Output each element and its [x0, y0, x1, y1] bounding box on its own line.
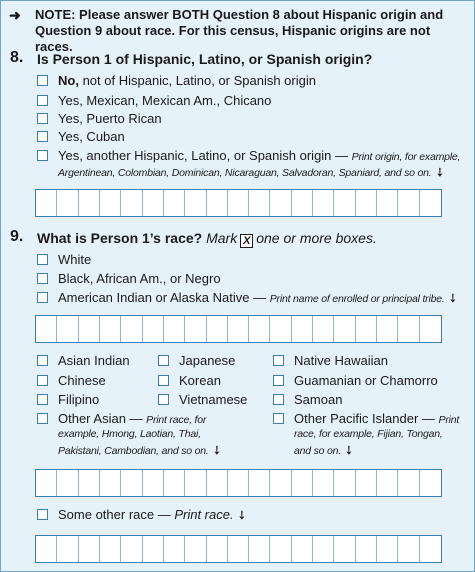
q9-option-label: Guamanian or Chamorro — [294, 373, 438, 388]
write-in-cell[interactable] — [292, 190, 313, 216]
write-in-cell[interactable] — [398, 316, 419, 342]
write-in-cell[interactable] — [313, 470, 334, 496]
write-in-cell[interactable] — [57, 316, 78, 342]
checkbox-icon[interactable] — [37, 75, 48, 86]
write-in-cell[interactable] — [398, 470, 419, 496]
q9-some-other-instr: Print race. — [174, 507, 234, 522]
q8-instruction-2: Argentinean, Colombian, Dominican, Nicaraguan, Salvadoran, Spaniard, and so on. — [58, 167, 432, 179]
q8-write-in-box[interactable] — [35, 189, 442, 217]
write-in-cell[interactable] — [143, 536, 164, 562]
write-in-cell[interactable] — [79, 316, 100, 342]
q9-other-asian-instr-3-wrap — [58, 441, 225, 459]
q9-other-pacific-print: Print — [438, 414, 460, 426]
write-in-cell[interactable] — [292, 470, 313, 496]
write-in-cell[interactable] — [249, 316, 270, 342]
q8-option-label: Yes, Puerto Rican — [58, 111, 162, 126]
q8-option-label: Yes, Mexican, Mexican Am., Chicano — [58, 93, 272, 108]
q9-option-label: Samoan — [294, 392, 343, 407]
write-in-cell[interactable] — [313, 316, 334, 342]
q8-option-label: Yes, Cuban — [58, 129, 125, 144]
q9-option-label: American Indian or Alaska Native — — [58, 290, 267, 305]
q8-instruction-1: Print origin, for example, — [351, 151, 461, 163]
write-in-cell[interactable] — [377, 536, 398, 562]
write-in-cell[interactable] — [164, 470, 185, 496]
checkbox-icon[interactable] — [273, 413, 284, 424]
write-in-cell[interactable] — [143, 470, 164, 496]
q9-option-label: Japanese — [179, 353, 236, 368]
pen-arrow-icon: ➘ — [444, 289, 462, 307]
write-in-cell[interactable] — [121, 316, 142, 342]
q8-option-label: not of Hispanic, Latino, or Spanish origin — [78, 73, 316, 88]
write-in-cell[interactable] — [420, 536, 441, 562]
write-in-cell[interactable] — [79, 190, 100, 216]
write-in-cell[interactable] — [79, 470, 100, 496]
write-in-cell[interactable] — [36, 190, 57, 216]
pen-arrow-icon: ➘ — [340, 441, 358, 459]
write-in-cell[interactable] — [249, 470, 270, 496]
q9-option-label: Black, African Am., or Negro — [58, 271, 221, 286]
checkbox-icon[interactable] — [37, 254, 48, 265]
write-in-cell[interactable] — [356, 470, 377, 496]
note-line-2: Question 9 about race. For this census, Hispanic origins are not races. — [35, 23, 431, 54]
checkbox-icon[interactable] — [273, 394, 284, 405]
write-in-cell[interactable] — [185, 316, 206, 342]
question-9-number: 9. — [10, 228, 24, 245]
write-in-cell[interactable] — [121, 190, 142, 216]
note-line-1: NOTE: Please answer BOTH Question 8 about Hispanic origin and — [35, 7, 444, 22]
pen-arrow-icon: ➘ — [233, 506, 251, 524]
write-in-cell[interactable] — [377, 190, 398, 216]
checkbox-icon[interactable] — [37, 131, 48, 142]
write-in-cell[interactable] — [270, 470, 291, 496]
write-in-cell[interactable] — [143, 190, 164, 216]
q8-option-label: Yes, another Hispanic, Latino, or Spanish origin — — [58, 148, 349, 163]
write-in-cell[interactable] — [334, 316, 355, 342]
checkbox-icon[interactable] — [158, 355, 169, 366]
write-in-cell[interactable] — [185, 536, 206, 562]
write-in-cell[interactable] — [100, 190, 121, 216]
write-in-cell[interactable] — [185, 190, 206, 216]
write-in-cell[interactable] — [420, 470, 441, 496]
write-in-cell[interactable] — [249, 536, 270, 562]
write-in-cell[interactable] — [313, 190, 334, 216]
write-in-cell[interactable] — [207, 316, 228, 342]
write-in-cell[interactable] — [57, 190, 78, 216]
write-in-cell[interactable] — [377, 316, 398, 342]
write-in-cell[interactable] — [207, 470, 228, 496]
write-in-cell[interactable] — [270, 316, 291, 342]
write-in-cell[interactable] — [36, 316, 57, 342]
write-in-cell[interactable] — [398, 536, 419, 562]
write-in-cell[interactable] — [420, 190, 441, 216]
write-in-cell[interactable] — [228, 536, 249, 562]
q9-tribe-instruction: Print name of enrolled or principal tribe. — [269, 293, 445, 305]
checkbox-icon[interactable] — [37, 150, 48, 161]
write-in-cell[interactable] — [164, 536, 185, 562]
q9-option-label: Chinese — [58, 373, 106, 388]
right-arrow-icon: ➜ — [9, 7, 21, 23]
write-in-cell[interactable] — [79, 536, 100, 562]
write-in-cell[interactable] — [334, 190, 355, 216]
q9-other-pacific-instr-2: and so on. — [294, 445, 342, 457]
write-in-cell[interactable] — [377, 470, 398, 496]
write-in-cell[interactable] — [270, 536, 291, 562]
write-in-cell[interactable] — [228, 190, 249, 216]
mark-x-icon: X — [240, 234, 253, 248]
pen-arrow-icon: ➘ — [431, 163, 448, 181]
question-8-number: 8. — [10, 49, 24, 66]
write-in-cell[interactable] — [270, 190, 291, 216]
pen-arrow-icon: ➘ — [208, 441, 225, 459]
q9-option-label: Native Hawaiian — [294, 353, 388, 368]
write-in-cell[interactable] — [57, 470, 78, 496]
q9-mark-suffix: one or more boxes. — [256, 230, 377, 246]
checkbox-icon[interactable] — [37, 273, 48, 284]
q9-option-label: Other Asian — — [58, 411, 143, 426]
write-in-cell[interactable] — [228, 316, 249, 342]
write-in-cell[interactable] — [121, 536, 142, 562]
write-in-cell[interactable] — [207, 536, 228, 562]
checkbox-icon[interactable] — [37, 394, 48, 405]
write-in-cell[interactable] — [57, 536, 78, 562]
checkbox-icon[interactable] — [158, 375, 169, 386]
q9-other-pacific-instr-1: race, for example, Fijian, Tongan, — [294, 428, 443, 440]
checkbox-icon[interactable] — [37, 375, 48, 386]
question-8-text: Is Person 1 of Hispanic, Latino, or Spanish origin? — [37, 51, 373, 67]
q9-option-label: Filipino — [58, 392, 100, 407]
q9-other-asian-instr-2: example, Hmong, Laotian, Thai, — [58, 428, 201, 440]
checkbox-icon[interactable] — [273, 355, 284, 366]
write-in-cell[interactable] — [100, 536, 121, 562]
checkbox-icon[interactable] — [37, 95, 48, 106]
q8-instruction-line-2 — [58, 163, 448, 181]
checkbox-icon[interactable] — [37, 355, 48, 366]
checkbox-icon[interactable] — [37, 113, 48, 124]
write-in-cell[interactable] — [398, 190, 419, 216]
q9-other-asian-instr-1: Print race, for — [146, 414, 207, 426]
write-in-cell[interactable] — [249, 190, 270, 216]
write-in-cell[interactable] — [164, 190, 185, 216]
write-in-cell[interactable] — [292, 536, 313, 562]
checkbox-icon[interactable] — [158, 394, 169, 405]
write-in-cell[interactable] — [228, 470, 249, 496]
q9-option-label: Asian Indian — [58, 353, 130, 368]
write-in-cell[interactable] — [356, 316, 377, 342]
write-in-cell[interactable] — [292, 316, 313, 342]
checkbox-icon[interactable] — [37, 509, 48, 520]
q9-option-label: Korean — [179, 373, 221, 388]
write-in-cell[interactable] — [313, 536, 334, 562]
write-in-cell[interactable] — [334, 470, 355, 496]
q9-some-other-write-in-box[interactable] — [35, 535, 442, 563]
q9-option-label: Other Pacific Islander — — [294, 411, 435, 426]
checkbox-icon[interactable] — [273, 375, 284, 386]
q9-asian-pacific-write-in-box[interactable] — [35, 469, 442, 497]
write-in-cell[interactable] — [100, 316, 121, 342]
checkbox-icon[interactable] — [37, 292, 48, 303]
q9-tribe-write-in-box[interactable] — [35, 315, 442, 343]
write-in-cell[interactable] — [356, 536, 377, 562]
note-block — [9, 7, 469, 55]
q9-mark-text: Mark — [206, 230, 238, 246]
write-in-cell[interactable] — [121, 470, 142, 496]
write-in-cell[interactable] — [420, 316, 441, 342]
q9-option-label: Vietnamese — [179, 392, 248, 407]
write-in-cell[interactable] — [100, 470, 121, 496]
write-in-cell[interactable] — [143, 316, 164, 342]
write-in-cell[interactable] — [356, 190, 377, 216]
q9-option-label: Some other race — — [58, 507, 171, 522]
write-in-cell[interactable] — [334, 536, 355, 562]
write-in-cell[interactable] — [36, 470, 57, 496]
write-in-cell[interactable] — [36, 536, 57, 562]
q9-question: What is Person 1’s race? — [37, 230, 203, 246]
write-in-cell[interactable] — [164, 316, 185, 342]
question-9-text — [37, 230, 377, 248]
q9-other-pacific-instr-2-wrap — [294, 441, 358, 459]
q9-option-label: White — [58, 252, 92, 267]
checkbox-icon[interactable] — [37, 413, 48, 424]
q8-option-bold: No, — [58, 73, 79, 88]
q9-other-asian-instr-3: Pakistani, Cambodian, and so on. — [58, 445, 209, 457]
write-in-cell[interactable] — [207, 190, 228, 216]
write-in-cell[interactable] — [185, 470, 206, 496]
